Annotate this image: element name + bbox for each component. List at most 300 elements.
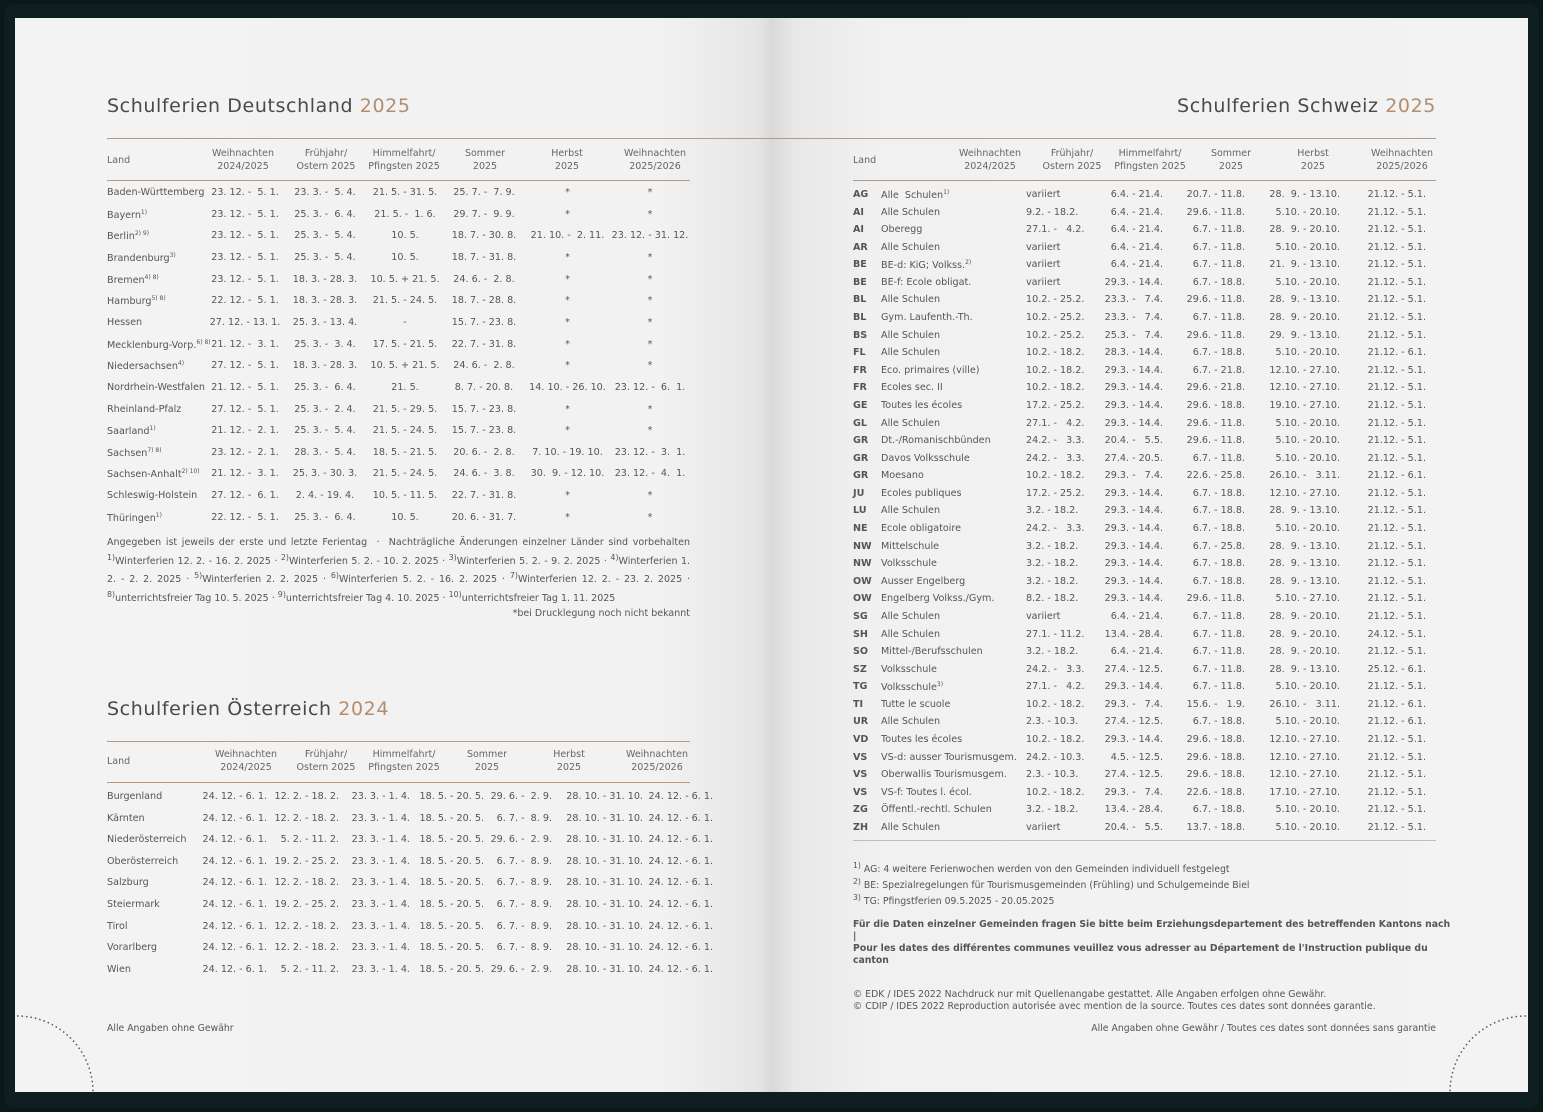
canton-code: GL <box>853 417 867 429</box>
canton-code: BL <box>853 312 867 324</box>
land-name: Saarland$^{1)}$ <box>107 425 156 438</box>
date-cell: 12.10. - 27.10. <box>1269 751 1340 763</box>
canton-code: OW <box>853 593 872 605</box>
date-cell: 6.4. - 21.4. <box>1110 224 1163 236</box>
date-cell: 21.12. - 5.1. <box>1367 364 1426 376</box>
column-header: Sommer 2025 <box>1210 148 1252 172</box>
switzerland-footnotes <box>853 860 1453 908</box>
date-cell: 21. 5. - 24. 5. <box>372 425 438 437</box>
date-cell: 6.7. - 11.8. <box>1192 628 1245 640</box>
date-cell: 27.4. - 12.5. <box>1104 716 1163 728</box>
date-cell: 6.7. - 18.8. <box>1192 804 1245 816</box>
date-cell: 22. 7. - 31. 8. <box>451 490 517 502</box>
date-cell: 12.10. - 27.10. <box>1269 487 1340 499</box>
column-header-land: Land <box>853 155 877 166</box>
land-name: Mecklenburg-Vorp.$^{6) 8)}$ <box>107 338 211 351</box>
date-cell: 2.3. - 10.3. <box>1026 769 1079 781</box>
column-header: Frühjahr/ Ostern 2025 <box>296 749 356 773</box>
date-cell: 29.3. - 14.4. <box>1104 540 1163 552</box>
canton-code: VD <box>853 733 869 745</box>
footnote-marker: 4) 8) <box>144 273 159 281</box>
school-type: BE-f: Ecole obligat. <box>881 276 972 288</box>
table-row <box>107 360 690 372</box>
date-cell: 28. 10. - 31. 10. <box>566 791 643 802</box>
date-cell: variiert <box>1026 276 1061 288</box>
canton-code: AG <box>853 189 869 200</box>
date-cell: 5.10. - 20.10. <box>1275 435 1340 447</box>
date-cell: 15.6. - 1.9. <box>1186 698 1245 710</box>
school-type: Ecole obligatoire <box>881 523 962 535</box>
footnote-marker: 7) <box>509 571 518 581</box>
switzerland-title <box>1177 95 1436 117</box>
date-cell: 5.10. - 20.10. <box>1275 716 1340 728</box>
date-cell: 29.3. - 14.4. <box>1104 382 1163 394</box>
date-cell: 6.7. - 18.8. <box>1192 347 1245 359</box>
canton-code: SH <box>853 628 868 640</box>
date-cell: * <box>565 187 570 198</box>
date-cell: 5.10. - 20.10. <box>1275 681 1340 693</box>
date-cell: 24. 6. - 2. 8. <box>453 273 515 285</box>
date-cell: 10. 5. <box>391 230 419 242</box>
date-cell: 13.4. - 28.4. <box>1104 804 1163 816</box>
date-cell: 29.3. - 14.4. <box>1104 575 1163 587</box>
date-cell: 25. 3. - 6. 4. <box>294 511 356 523</box>
school-type: Davos Volksschule <box>881 452 970 464</box>
footnote-marker: 1) <box>140 208 148 216</box>
canton-code: NW <box>853 540 872 552</box>
date-cell: 24.12. - 5.1. <box>1367 628 1426 640</box>
date-cell: 28. 9. - 20.10. <box>1269 646 1340 658</box>
canton-code: GR <box>853 435 869 447</box>
date-cell: 27.1. - 4.2. <box>1026 417 1085 429</box>
school-type: Mittel-/Berufsschulen <box>881 646 983 658</box>
canton-code: BL <box>853 294 867 306</box>
date-cell: * <box>647 208 653 220</box>
date-cell: - <box>403 316 407 328</box>
date-cell: variiert <box>1026 241 1061 253</box>
date-cell: 21. 5. - 24. 5. <box>372 468 438 480</box>
footnote-text: unterrichtsfreier Tag 4. 10. 2025 <box>285 592 440 604</box>
footnote-marker: 3) <box>169 251 176 259</box>
date-cell: 19. 2. - 25. 2. <box>274 855 339 867</box>
date-cell: 21.12. - 5.1. <box>1367 189 1426 200</box>
canton-code: UR <box>853 716 869 728</box>
copyright-fr: © CDIP / IDES 2022 Reproduction autorisée avec mention de la source. Toutes ces dates sont données garantie. <box>853 1001 1376 1013</box>
date-cell: 24. 12. - 6. 1. <box>648 855 713 867</box>
date-cell: 23. 3. - 1. 4. <box>351 791 410 802</box>
date-cell: 22.6. - 25.8. <box>1186 470 1245 482</box>
date-cell: 21.12. - 6.1. <box>1367 347 1426 359</box>
table-row <box>107 295 690 307</box>
date-cell: * <box>647 187 653 198</box>
date-cell: 21.12. - 5.1. <box>1367 259 1426 271</box>
date-cell: * <box>647 251 653 263</box>
date-cell: 23. 3. - 5. 4. <box>294 187 356 198</box>
date-cell: 21. 12. - 2. 1. <box>211 425 279 437</box>
table-row <box>853 804 1426 815</box>
date-cell: 6.4. - 21.4. <box>1110 241 1163 253</box>
switzerland-title-text: Schulferien Schweiz <box>1177 95 1379 117</box>
column-header: Sommer 2025 <box>464 148 506 172</box>
date-cell: 29. 6. - 2. 9. <box>490 834 552 846</box>
table-row <box>107 230 690 242</box>
date-cell: 21.12. - 5.1. <box>1367 329 1426 341</box>
date-cell: * <box>647 338 653 350</box>
date-cell: 25. 3. - 6. 4. <box>294 381 356 393</box>
date-cell: 25. 3. - 5. 4. <box>294 425 356 437</box>
footnote-marker: 1) <box>107 552 116 562</box>
date-cell: 8. 7. - 20. 8. <box>454 381 514 393</box>
date-cell: 27.4. - 20.5. <box>1104 452 1163 464</box>
date-cell: 5.10. - 20.10. <box>1275 347 1340 359</box>
school-type: Ecoles sec. II <box>881 382 943 394</box>
date-cell: 6.7. - 18.8. <box>1192 505 1245 517</box>
canton-code: ZH <box>853 821 868 833</box>
date-cell: 21. 5. <box>391 381 419 393</box>
date-cell: 6.7. - 18.8. <box>1192 558 1245 570</box>
date-cell: 10.2. - 25.2. <box>1026 329 1085 341</box>
table-row <box>853 453 1426 464</box>
date-cell: 29.3. - 14.4. <box>1104 487 1163 499</box>
canton-code: SZ <box>853 663 867 675</box>
table-row <box>107 791 713 802</box>
date-cell: 23. 12. - 31. 12. <box>611 230 689 242</box>
footnote-marker: 3) <box>448 552 457 562</box>
date-cell: 21.12. - 6.1. <box>1367 716 1426 728</box>
table-row <box>853 488 1426 499</box>
date-cell: 29.3. - 14.4. <box>1104 733 1163 745</box>
date-cell: 2.3. - 10.3. <box>1026 716 1079 728</box>
date-cell: 6.7. - 21.8. <box>1192 364 1245 376</box>
footnote-marker: 3) <box>853 893 861 903</box>
table-row <box>107 425 690 437</box>
date-cell: 6.7. - 18.8. <box>1192 487 1245 499</box>
date-cell: * <box>647 490 653 502</box>
table-row <box>107 921 713 932</box>
date-cell: 12. 2. - 18. 2. <box>274 791 339 802</box>
austria-title <box>107 698 389 720</box>
canton-code: BE <box>853 259 867 271</box>
school-type: Ausser Engelberg <box>881 575 966 587</box>
canton-code: VS <box>853 751 868 763</box>
footnote-text: Winterferien 1. 2. - 2. 2. 2025 <box>107 555 691 586</box>
table-row <box>107 813 713 824</box>
date-cell: 25. 3. - 6. 4. <box>294 208 356 220</box>
date-cell: 29.3. - 14.4. <box>1104 593 1163 605</box>
date-cell: 24.2. - 3.3. <box>1026 452 1085 464</box>
date-cell: 21.12. - 5.1. <box>1367 487 1426 499</box>
date-cell: 28. 9. - 13.10. <box>1269 540 1340 552</box>
date-cell: 21. 12. - 3. 1. <box>211 468 279 480</box>
date-cell: 21.12. - 5.1. <box>1367 593 1426 605</box>
date-cell: 21.12. - 5.1. <box>1367 821 1426 833</box>
germany-title-year: 2025 <box>359 95 411 117</box>
date-cell: 6.7. - 11.8. <box>1192 452 1245 464</box>
school-type: Alle Schulen <box>881 821 941 833</box>
canton-code: BE <box>853 276 867 288</box>
date-cell: 29.3. - 7.4. <box>1104 698 1163 710</box>
table-row <box>107 209 690 221</box>
canton-code: FR <box>853 382 867 394</box>
date-cell: 17.2. - 25.2. <box>1026 487 1085 499</box>
canton-code: NW <box>853 558 872 570</box>
footnote-marker: 8) <box>107 589 116 599</box>
canton-code: GE <box>853 399 868 411</box>
date-cell: 18. 5. - 20. 5. <box>419 877 484 889</box>
date-cell: 21.12. - 5.1. <box>1367 733 1426 745</box>
date-cell: 5.10. - 27.10. <box>1275 593 1340 605</box>
date-cell: 18. 5. - 21. 5. <box>372 446 438 458</box>
land-name: Nordrhein-Westfalen <box>107 381 205 393</box>
germany-header-rule <box>107 180 690 181</box>
column-header: Herbst 2025 <box>1297 148 1329 172</box>
date-cell: 23. 3. - 1. 4. <box>351 877 410 889</box>
canton-code: OW <box>853 575 872 587</box>
school-type: Alle Schulen <box>881 628 941 640</box>
date-cell: 6. 7. - 8. 9. <box>496 899 552 910</box>
school-type: Tutte le scuole <box>881 698 951 710</box>
date-cell: 21.12. - 5.1. <box>1367 558 1426 570</box>
table-row <box>853 224 1426 235</box>
land-name: Kärnten <box>107 812 145 824</box>
canton-code: AI <box>853 224 864 236</box>
column-header: Sommer 2025 <box>466 749 508 773</box>
canton-code: SO <box>853 646 869 658</box>
date-cell: 5.10. - 20.10. <box>1275 804 1340 816</box>
table-row <box>853 523 1426 534</box>
germany-footnotes: $^{1)}$Winterferien 12. 2. - 16. 2. 2025 · $^{2)}$Winterferien 5. 2. - 10. 2. 2025 · $^{3)}$Winterferien 5. 2. - 9. 2. 2025 · $^{4)}$Winterferien 1. 2. - 2. 2. 2025 · $^{5)}$Winterferien 2. 2. 2025 · $^{6)}$Winterferien 5. 2. - 16. 2. 2025 · $^{7)}$Winterferien 12. 2. - 23. 2. 2025 · $^{8)}$unterrichtsfreier Tag 10. 5. 2025 · $^{9)}$unterrichtsfreier Tag 4. 10. 2025 · $^{10)}$unterrichtsfreier Tag 1. 11. 2025 <box>107 552 691 604</box>
date-cell: * <box>565 295 570 307</box>
footnote-text: Winterferien 12. 2. - 23. 2. 2025 <box>517 574 683 586</box>
date-cell: 28. 10. - 31. 10. <box>566 812 643 824</box>
date-cell: 29.3. - 14.4. <box>1104 417 1163 429</box>
date-cell: 27.1. - 4.2. <box>1026 224 1085 236</box>
date-cell: 28. 3. - 5. 4. <box>294 446 356 458</box>
school-type: Mittelschule <box>881 540 940 552</box>
date-cell: 29.3. - 14.4. <box>1104 505 1163 517</box>
date-cell: 29.6. - 11.8. <box>1186 417 1245 429</box>
table-row <box>107 877 713 888</box>
date-cell: * <box>647 316 653 328</box>
school-type: Engelberg Volkss./Gym. <box>881 593 995 605</box>
date-cell: 18. 5. - 20. 5. <box>419 812 484 824</box>
date-cell: 24. 12. - 6. 1. <box>202 920 267 932</box>
canton-code: SG <box>853 610 868 622</box>
footnote-marker: 2) <box>280 552 289 562</box>
table-row <box>853 242 1426 253</box>
footnote-marker: 4) <box>610 552 619 562</box>
date-cell: 24. 12. - 6. 1. <box>202 855 267 867</box>
date-cell: 21.12. - 5.1. <box>1367 399 1426 411</box>
land-name: Vorarlberg <box>107 942 157 954</box>
date-cell: * <box>647 360 653 372</box>
table-row <box>107 382 690 393</box>
date-cell: 21.12. - 6.1. <box>1367 470 1426 482</box>
copyright-de: © EDK / IDES 2022 Nachdruck nur mit Quellenangabe gestattet. Alle Angaben erfolgen ohne Gewähr. <box>853 989 1327 1001</box>
date-cell: 12.10. - 27.10. <box>1269 733 1340 745</box>
date-cell: 23. 12. - 6. 1. <box>614 381 686 393</box>
date-cell: 24. 12. - 6. 1. <box>202 791 267 802</box>
germany-title <box>107 95 411 117</box>
table-row <box>853 734 1426 745</box>
date-cell: * <box>565 360 570 372</box>
table-row <box>853 646 1426 657</box>
date-cell: 29.6. - 11.8. <box>1186 294 1245 306</box>
school-type: Eco. primaires (ville) <box>881 364 980 376</box>
germany-intro: Angegeben ist jeweils der erste und letzte Ferientag · Nachträgliche Änderungen einzelner Länder sind vorbehalten <box>107 537 690 548</box>
date-cell: 5.10. - 20.10. <box>1275 241 1340 253</box>
table-row <box>107 447 690 459</box>
table-row <box>853 207 1426 218</box>
table-row <box>853 277 1426 288</box>
date-cell: * <box>565 490 570 502</box>
land-name: Bremen$^{4) 8)}$ <box>107 273 159 286</box>
date-cell: 29.6. - 11.8. <box>1186 206 1245 218</box>
footnote <box>853 860 1453 876</box>
footnote-marker: 10) <box>448 589 462 599</box>
date-cell: 12. 2. - 18. 2. <box>274 812 339 824</box>
land-name: Wien <box>107 963 131 975</box>
date-cell: 21.12. - 5.1. <box>1367 505 1426 517</box>
table-row <box>853 365 1426 376</box>
date-cell: 17. 5. - 21. 5. <box>372 338 438 350</box>
footnote-text: unterrichtsfreier Tag 1. 11. 2025 <box>461 592 616 604</box>
date-cell: variiert <box>1026 259 1061 271</box>
date-cell: 18. 7. - 30. 8. <box>451 230 517 242</box>
canton-code: GR <box>853 470 869 482</box>
footnote-text: BE: Spezialregelungen für Tourismusgemeinden (Frühling) und Schulgemeinde Biel <box>860 880 1250 892</box>
column-header: Weihnachten 2024/2025 <box>958 148 1022 172</box>
date-cell: 12. 2. - 18. 2. <box>274 920 339 932</box>
land-name: Niedersachsen$^{4)}$ <box>107 360 185 373</box>
date-cell: 10.2. - 25.2. <box>1026 312 1085 324</box>
date-cell: 23. 3. - 1. 4. <box>351 942 410 954</box>
info-fr: Pour les dates des différentes communes veuillez vous adresser au Département de l'Instruction publique du canton <box>853 943 1428 967</box>
canton-code: NE <box>853 523 868 535</box>
switzerland-title-year: 2025 <box>1385 95 1436 117</box>
date-cell: * <box>565 511 570 523</box>
column-header: Weihnachten 2025/2026 <box>623 148 687 172</box>
date-cell: 29.3. - 14.4. <box>1104 681 1163 693</box>
date-cell: 21.12. - 5.1. <box>1367 276 1426 288</box>
footnote-marker: 6) 8) <box>196 338 211 346</box>
school-type: Alle Schulen <box>881 610 941 622</box>
footnote-text: unterrichtsfreier Tag 10. 5. 2025 <box>115 592 269 604</box>
date-cell: 20. 6. - 2. 8. <box>453 446 515 458</box>
table-row <box>107 404 690 415</box>
date-cell: 27.4. - 12.5. <box>1104 769 1163 781</box>
date-cell: 24. 12. - 6. 1. <box>202 942 267 954</box>
table-row <box>853 681 1426 693</box>
school-type: Oberegg <box>881 224 923 236</box>
footnote-marker: 2) 10) <box>181 468 200 476</box>
date-cell: 24. 6. - 3. 8. <box>453 468 515 480</box>
column-header: Herbst 2025 <box>551 148 583 172</box>
school-type: Alle Schulen <box>881 347 941 359</box>
austria-top-rule <box>107 741 690 742</box>
date-cell: 22. 12. - 5. 1. <box>211 295 279 307</box>
date-cell: 26.10. - 3.11. <box>1269 698 1340 710</box>
date-cell: 24.2. - 10.3. <box>1026 751 1085 763</box>
canton-code: VS <box>853 769 868 781</box>
school-type: VS-f: Toutes l. écol. <box>881 786 972 798</box>
date-cell: 17.10. - 27.10. <box>1269 786 1340 798</box>
land-name: Steiermark <box>107 899 160 910</box>
date-cell: 6.4. - 21.4. <box>1110 206 1163 218</box>
info-de: Für die Daten einzelner Gemeinden fragen Sie bitte beim Erziehungsdepartement des betreffenden Kantons nach | <box>853 919 1451 943</box>
austria-title-text: Schulferien Österreich <box>107 698 332 720</box>
date-cell: 25. 3. - 13. 4. <box>292 316 358 328</box>
date-cell: 6.4. - 21.4. <box>1110 189 1163 200</box>
table-row <box>853 418 1426 429</box>
table-row <box>107 512 690 524</box>
date-cell: 24. 12. - 6. 1. <box>648 920 713 932</box>
school-type: Volksschule <box>881 558 937 570</box>
school-type: Alle Schulen <box>881 505 941 517</box>
school-type: VS-d: ausser Tourismusgem. <box>881 751 1017 763</box>
table-row <box>853 541 1426 552</box>
date-cell: 28. 9. - 13.10. <box>1269 558 1340 570</box>
date-cell: 21.12. - 5.1. <box>1367 786 1426 798</box>
footnote-marker: 1) <box>853 861 861 870</box>
table-row <box>107 468 690 480</box>
date-cell: 10.2. - 18.2. <box>1026 733 1085 745</box>
land-name: Hamburg$^{5) 8)}$ <box>107 295 166 308</box>
date-cell: 6.7. - 11.8. <box>1192 241 1245 253</box>
column-header: Herbst 2025 <box>553 749 585 773</box>
date-cell: 6. 7. - 8. 9. <box>496 812 552 824</box>
school-type: Alle Schulen <box>881 294 941 306</box>
germany-notes <box>107 536 690 622</box>
switzerland-header-rule <box>853 180 1436 181</box>
land-name: Salzburg <box>107 877 149 889</box>
date-cell: 24.2. - 3.3. <box>1026 435 1085 447</box>
date-cell: 21.12. - 5.1. <box>1367 540 1426 552</box>
table-row <box>853 822 1426 833</box>
date-cell: 29.6. - 18.8. <box>1186 751 1245 763</box>
date-cell: 10. 5. + 21. 5. <box>370 360 440 372</box>
school-type: Dt.-/Romanischbünden <box>881 435 991 447</box>
date-cell: 3.2. - 18.2. <box>1026 540 1079 552</box>
date-cell: 29.6. - 11.8. <box>1186 435 1245 447</box>
date-cell: 18. 3. - 28. 3. <box>292 360 358 372</box>
canton-code: VS <box>853 786 868 798</box>
date-cell: 29.6. - 18.8. <box>1186 733 1245 745</box>
date-cell: 23.3. - 7.4. <box>1104 294 1163 306</box>
table-row <box>107 274 690 286</box>
date-cell: 24. 12. - 6. 1. <box>648 812 713 824</box>
date-cell: 27. 12. - 6. 1. <box>211 490 279 502</box>
school-type: Ecoles publiques <box>881 487 962 499</box>
table-row <box>853 400 1426 411</box>
canton-code: AR <box>853 241 868 253</box>
date-cell: 18. 7. - 28. 8. <box>451 295 517 307</box>
date-cell: 27.4. - 12.5. <box>1104 663 1163 675</box>
date-cell: * <box>647 403 653 415</box>
footnote-marker: 3) <box>936 681 944 689</box>
land-name: Bayern$^{1)}$ <box>107 208 148 221</box>
table-row <box>853 382 1426 393</box>
date-cell: 28. 10. - 31. 10. <box>566 942 643 954</box>
date-cell: 28. 9. - 20.10. <box>1269 610 1340 622</box>
date-cell: 28. 10. - 31. 10. <box>566 855 643 867</box>
date-cell: 29.3. - 14.4. <box>1104 399 1163 411</box>
date-cell: 25. 3. - 5. 4. <box>294 251 356 263</box>
land-name: Burgenland <box>107 791 163 802</box>
table-row <box>853 435 1426 446</box>
table-row <box>853 330 1426 341</box>
date-cell: 10.2. - 18.2. <box>1026 382 1085 394</box>
